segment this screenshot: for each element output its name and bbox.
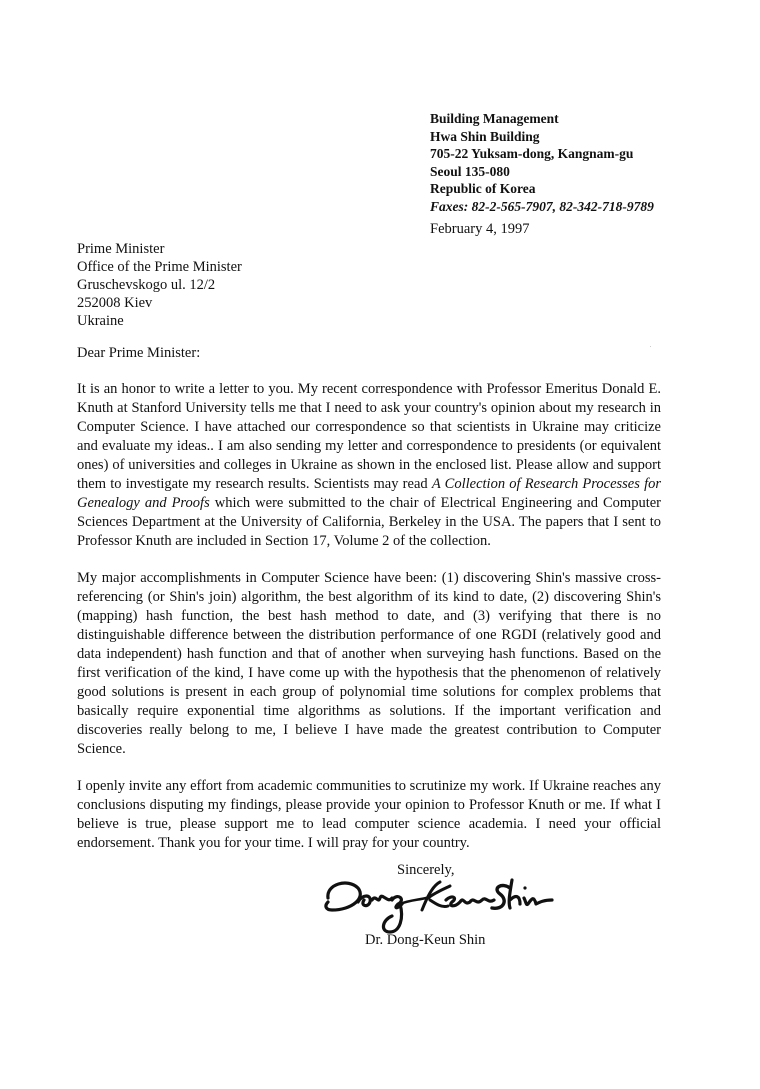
sender-address-block (430, 110, 654, 215)
body-paragraph-1-part-a: It is an honor to write a letter to you. My recent correspondence with Professor Emeritus Donald E. Knuth at Stanford University tells me that I need to ask your country's opinion about my research in Computer Science. I have attached our correspondence so that scientists in Ukraine may criticize and evaluate my ideas.. I am also sending my letter and correspondence to presidents (or equivalent ones) of universities and colleges in Ukraine as shown in the enclosed list. Please allow and support them to investigate my research results. Scientists may read (77, 381, 661, 492)
recipient-line: Office of the Prime Minister (77, 259, 242, 275)
sender-fax-line: Faxes: 82-2-565-7907, 82-342-718-9789 (430, 198, 654, 214)
body-paragraph-2: My major accomplishments in Computer Science have been: (1) discovering Shin's massive cross-referencing (or Shin's join) algorithm, the best algorithm of its kind to date, (2) discovering Shin's (mapping) hash function, the best hash method to date, and (3) verifying that there is no distinguishable difference between the distribution performance of one RGDI (relatively good and data independent) hash function and that of another when surveying hash functions. Based on the first verification of the kind, I have come up with the hypothesis that the phenomenon of relatively good solutions is present in each group of polynomial time solutions for complex problems that basically require exponential time algorithms as solutions. If the important verification and discoveries really belong to me, I believe I have made the greatest contribution to Computer Science. (77, 570, 661, 757)
sender-line: Building Management (430, 111, 559, 126)
recipient-line: 252008 Kiev (77, 295, 153, 311)
signer-name: Dr. Dong-Keun Shin (365, 932, 486, 948)
body-paragraph-1 (77, 380, 661, 551)
scan-speck (650, 346, 651, 347)
body-paragraph-3: I openly invite any effort from academic communities to scrutinize my work. If Ukraine reaches any conclusions disputing my findings, please provide your opinion to Professor Knuth or me. If what I believe is true, please support me to lead computer science academia. I need your official endorsement. Thank you for your time. I will pray for your country. (77, 778, 661, 851)
sender-line: Republic of Korea (430, 181, 536, 196)
recipient-line: Prime Minister (77, 241, 165, 257)
letter-body (77, 380, 661, 871)
recipient-line: Ukraine (77, 313, 124, 329)
recipient-address-block (77, 240, 242, 330)
sender-line: Seoul 135-080 (430, 163, 510, 179)
sender-line: 705-22 Yuksam-dong, Kangnam-gu (430, 146, 634, 161)
closing: Sincerely, (397, 862, 455, 878)
recipient-line: Gruschevskogo ul. 12/2 (77, 277, 216, 293)
letter-date: February 4, 1997 (430, 221, 530, 237)
salutation: Dear Prime Minister: (77, 345, 201, 361)
cited-collection-title: A Collection of Research Processes for Genealogy and Proofs (77, 476, 662, 511)
sender-line: Hwa Shin Building (430, 128, 540, 144)
body-paragraph-1-part-b: which were submitted to the chair of Electrical Engineering and Computer Sciences Department at the University of California, Berkeley in the USA. The papers that I sent to Professor Knuth are included in Section 17, Volume 2 of the collection. (77, 495, 661, 549)
